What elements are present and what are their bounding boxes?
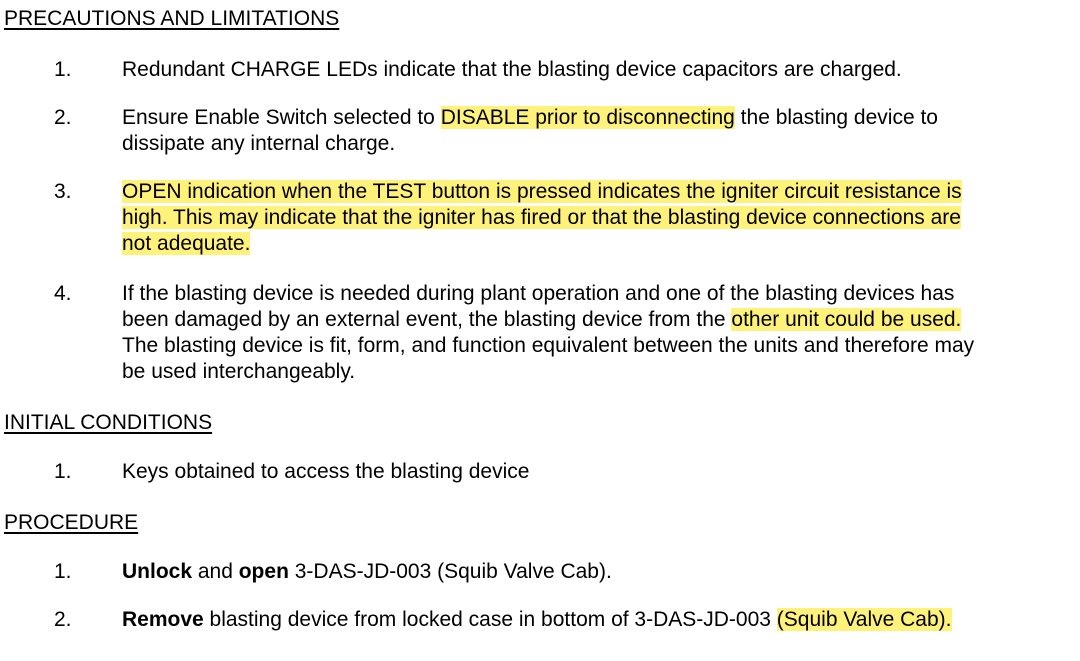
precautions-heading: PRECAUTIONS AND LIMITATIONS xyxy=(4,7,340,30)
highlighted-text: not adequate. xyxy=(122,232,251,255)
text-line: If the blasting device is needed during plant operation and one of the blasting devices has xyxy=(122,282,955,305)
action-verb: Remove xyxy=(122,608,204,631)
highlighted-text: high. This may indicate that the igniter has fired or that the blasting device connections are xyxy=(122,206,961,229)
item-text xyxy=(122,179,1072,257)
text-line xyxy=(122,105,1072,131)
step-number: 2. xyxy=(54,608,72,631)
highlighted-text: DISABLE prior to disconnecting xyxy=(440,106,735,129)
text-line xyxy=(122,231,1072,257)
text-line: dissipate any internal charge. xyxy=(122,132,396,155)
procedure-heading: PROCEDURE xyxy=(4,511,139,534)
highlighted-text: other unit could be used. xyxy=(731,308,962,331)
item-number: 2. xyxy=(54,106,72,129)
item-number: 1. xyxy=(54,58,72,81)
text-line: The blasting device is fit, form, and function equivalent between the units and therefore may xyxy=(122,334,975,357)
item-text xyxy=(122,57,1072,83)
action-verb: open xyxy=(238,560,289,583)
text-segment: 3-DAS-JD-003 (Squib Valve Cab). xyxy=(288,560,612,583)
text-line xyxy=(122,205,1072,231)
item-number: 4. xyxy=(54,282,72,305)
action-verb: Unlock xyxy=(122,560,193,583)
step-text xyxy=(122,607,1072,633)
text-segment: been damaged by an external event, the blasting device from the xyxy=(122,308,732,331)
text-line xyxy=(122,607,1072,633)
item-text xyxy=(122,105,1072,157)
text-line xyxy=(122,307,1072,333)
item-text xyxy=(122,459,1072,485)
text-line: Redundant CHARGE LEDs indicate that the blasting device capacitors are charged. xyxy=(122,58,902,81)
text-line xyxy=(122,179,1072,205)
step-number: 1. xyxy=(54,560,72,583)
highlighted-text: (Squib Valve Cab). xyxy=(776,608,952,631)
item-text xyxy=(122,281,1072,385)
text-segment: the blasting device to xyxy=(734,106,938,129)
text-line xyxy=(122,559,1072,585)
text-line: be used interchangeably. xyxy=(122,360,356,383)
text-segment: and xyxy=(192,560,239,583)
initial-conditions-heading: INITIAL CONDITIONS xyxy=(4,411,213,434)
text-segment: blasting device from locked case in bottom of 3-DAS-JD-003 xyxy=(203,608,777,631)
step-text xyxy=(122,559,1072,585)
highlighted-text: OPEN indication when the TEST button is pressed indicates the igniter circuit resistance is xyxy=(122,180,962,203)
text-segment: Ensure Enable Switch selected to xyxy=(122,106,441,129)
text-line: Keys obtained to access the blasting device xyxy=(122,460,530,483)
item-number: 1. xyxy=(54,460,72,483)
item-number: 3. xyxy=(54,180,72,203)
